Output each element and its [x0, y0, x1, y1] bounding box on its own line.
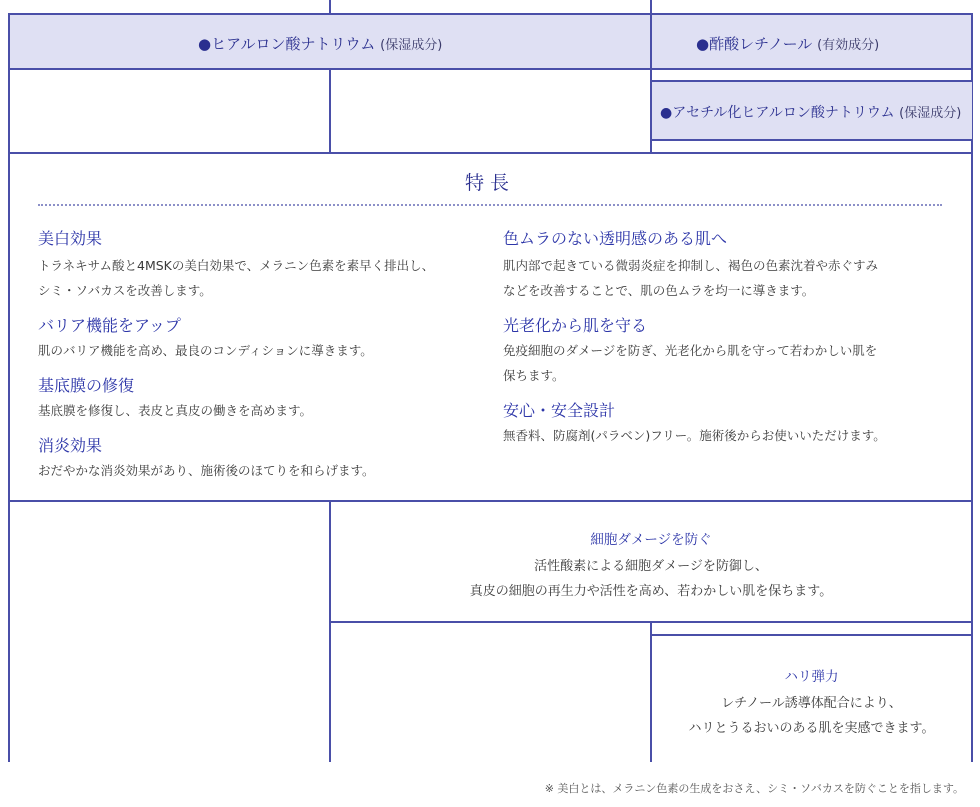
- bullet-icon: ●: [198, 35, 212, 53]
- ingredient-left-note: (保湿成分): [380, 38, 443, 53]
- feature-text: 無香料、防腐剤(パラベン)フリー。施術後からお使いいただけます。: [503, 428, 886, 443]
- ingredient-right-top: [696, 33, 879, 54]
- band2-bottom-border: [650, 139, 972, 141]
- feature-heading: 光老化から肌を守る: [503, 316, 648, 335]
- left-border-upper: [8, 13, 10, 153]
- ingredient-left: [198, 33, 442, 54]
- features-bottom-border: [8, 500, 972, 502]
- ingredient-right-bottom: [660, 102, 961, 122]
- feature-item: [38, 373, 434, 423]
- feature-heading: 美白効果: [38, 229, 103, 248]
- feature-heading: 基底膜の修復: [38, 376, 135, 395]
- cell-damage-text: 活性酸素による細胞ダメージを防御し、 真皮の細胞の再生力や活性を高め、若わかしい肌を保ちます。: [469, 559, 833, 599]
- feature-item: [38, 313, 434, 363]
- cell-damage-section: [331, 528, 971, 604]
- top-divider-right: [650, 0, 652, 14]
- ingredient-right-top-name: 酢酸レチノール: [709, 35, 813, 53]
- bottom-left-border: [8, 500, 10, 762]
- features-left-border: [8, 152, 10, 502]
- features-left-column: [38, 226, 434, 493]
- ingredient-right-bottom-note: (保湿成分): [899, 106, 962, 121]
- features-title: 特長: [464, 172, 515, 194]
- ingredient-right-top-note: (有効成分): [817, 38, 880, 53]
- bottom-right-border: [971, 500, 973, 762]
- footnote: ※ 美白とは、メラニン色素の生成をおさえ、シミ・ソバカスを防ぐことを指します。: [544, 782, 964, 795]
- elasticity-section: [652, 665, 971, 741]
- top-divider-left: [329, 0, 331, 14]
- feature-item: [503, 226, 886, 303]
- feature-item: [503, 313, 886, 388]
- bullet-icon: ●: [696, 35, 710, 53]
- feature-text: 肌のバリア機能を高め、最良のコンディションに導きます。: [38, 343, 373, 358]
- feature-text: トラネキサム酸と4MSKの美白効果で、メラニン色素を素早く排出し、 シミ・ソバカスを改善します。: [38, 258, 435, 298]
- feature-text: 免疫細胞のダメージを防ぎ、光老化から肌を守って若わかしい肌を 保ちます。: [503, 343, 878, 383]
- elasticity-text: レチノール誘導体配合により、 ハリとうるおいのある肌を実感できます。: [688, 696, 935, 736]
- features-top-border: [8, 152, 972, 154]
- feature-heading: バリア機能をアップ: [38, 316, 181, 335]
- feature-heading: 色ムラのない透明感のある肌へ: [503, 229, 728, 248]
- feature-item: [38, 433, 434, 483]
- feature-text: 肌内部で起きている微弱炎症を抑制し、褐色の色素沈着や赤ぐすみ などを改善することで、肌の色ムラを均一に導きます。: [503, 258, 879, 298]
- features-right-column: [503, 226, 886, 458]
- feature-item: [38, 226, 434, 303]
- band-top-border: [8, 13, 972, 15]
- feature-item: [503, 398, 886, 448]
- feature-text: おだやかな消炎効果があり、施術後のほてりを和らげます。: [38, 463, 375, 478]
- feature-heading: 消炎効果: [38, 436, 103, 455]
- feature-text: 基底膜を修復し、表皮と真皮の働きを高めます。: [38, 403, 313, 418]
- ingredient-right-bottom-name: アセチル化ヒアルロン酸ナトリウム: [672, 105, 895, 121]
- cell-damage-heading: 細胞ダメージを防ぐ: [590, 532, 712, 548]
- elasticity-top-border: [650, 634, 972, 636]
- mid-divider-left: [329, 69, 331, 153]
- elasticity-heading: ハリ弾力: [784, 669, 839, 685]
- bullet-icon: ●: [660, 105, 673, 121]
- feature-heading: 安心・安全設計: [503, 401, 616, 420]
- ingredient-left-name: ヒアルロン酸ナトリウム: [211, 35, 376, 53]
- features-right-border: [971, 152, 973, 502]
- band-bottom-border: [8, 68, 972, 70]
- features-dotted-rule: [38, 204, 942, 206]
